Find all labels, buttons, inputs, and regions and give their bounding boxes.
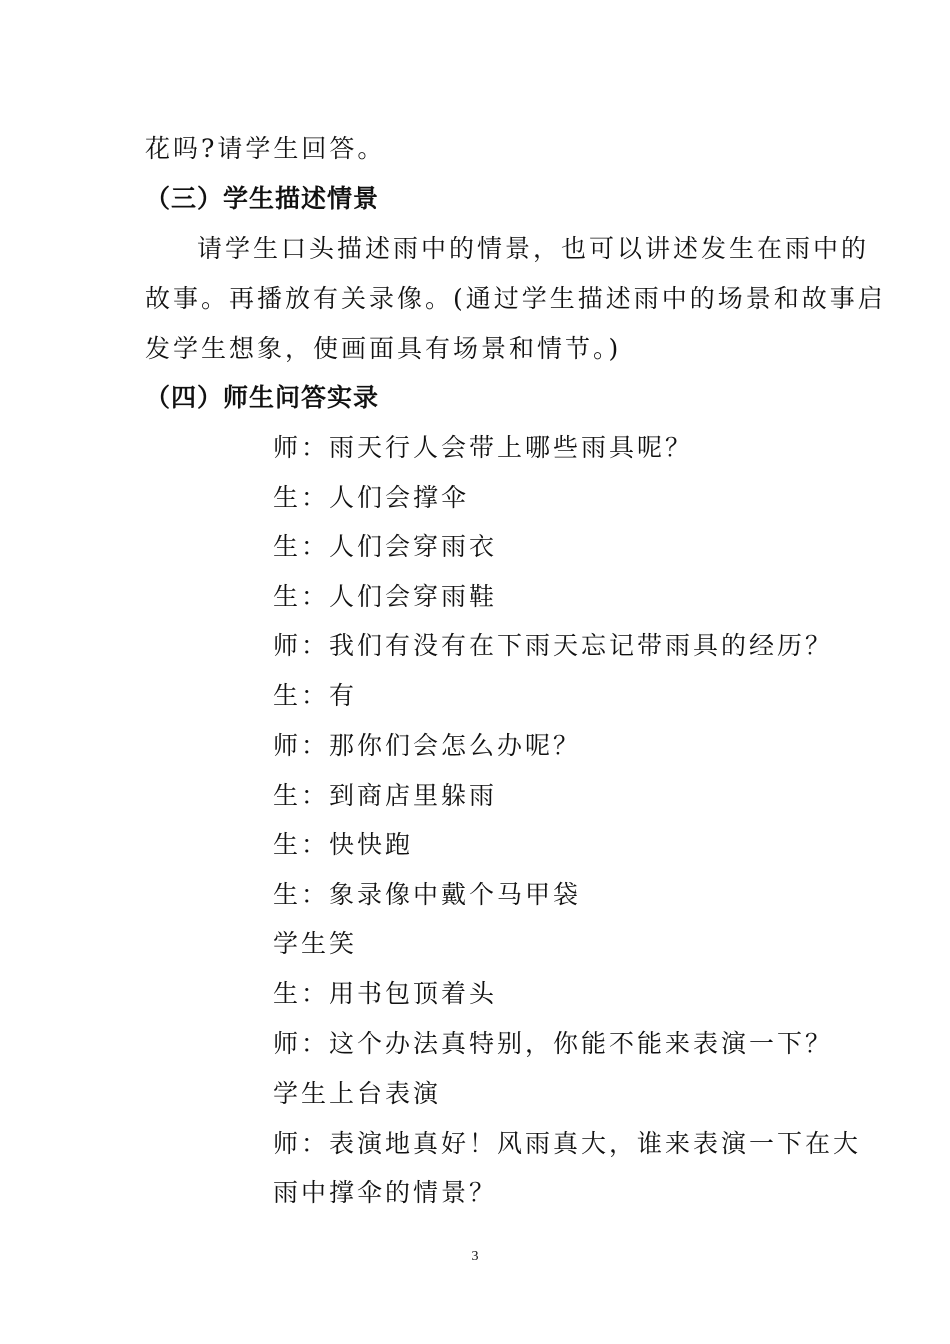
dialogue-line: 师：雨天行人会带上哪些雨具呢？ — [273, 433, 694, 462]
dialogue-line: 生：用书包顶着头 — [273, 979, 498, 1008]
dialogue-line: 学生上台表演 — [273, 1079, 442, 1108]
page-number: 3 — [471, 1249, 479, 1264]
dialogue-line: 生：象录像中戴个马甲袋 — [273, 880, 582, 909]
dialogue-line: 师：那你们会怎么办呢？ — [273, 731, 582, 760]
section3-line-2: 故事。再播放有关录像。(通过学生描述雨中的场景和故事启 — [145, 284, 886, 313]
dialogue-line: 生：人们会撑伞 — [273, 483, 470, 512]
dialogue-line: 学生笑 — [273, 929, 358, 958]
dialogue-line: 生：人们会穿雨衣 — [273, 532, 498, 561]
section-heading-4: （四）师生问答实录 — [145, 383, 380, 412]
section-heading-3: （三）学生描述情景 — [145, 184, 380, 213]
dialogue-line: 生：到商店里躲雨 — [273, 781, 498, 810]
dialogue-line: 雨中撑伞的情景？ — [273, 1178, 498, 1207]
dialogue-line: 师：我们有没有在下雨天忘记带雨具的经历？ — [273, 631, 834, 660]
dialogue-line: 师：表演地真好！风雨真大，谁来表演一下在大 — [273, 1129, 862, 1158]
dialogue-line: 师：这个办法真特别，你能不能来表演一下？ — [273, 1029, 834, 1058]
dialogue-line: 生：快快跑 — [273, 830, 414, 859]
paragraph-continued: 花吗?请学生回答。 — [145, 134, 386, 163]
dialogue-line: 生：人们会穿雨鞋 — [273, 582, 498, 611]
section3-line-1: 请学生口头描述雨中的情景，也可以讲述发生在雨中的 — [197, 234, 870, 263]
section3-line-3: 发学生想象，使画面具有场景和情节。) — [145, 334, 622, 363]
dialogue-line: 生：有 — [273, 681, 358, 710]
